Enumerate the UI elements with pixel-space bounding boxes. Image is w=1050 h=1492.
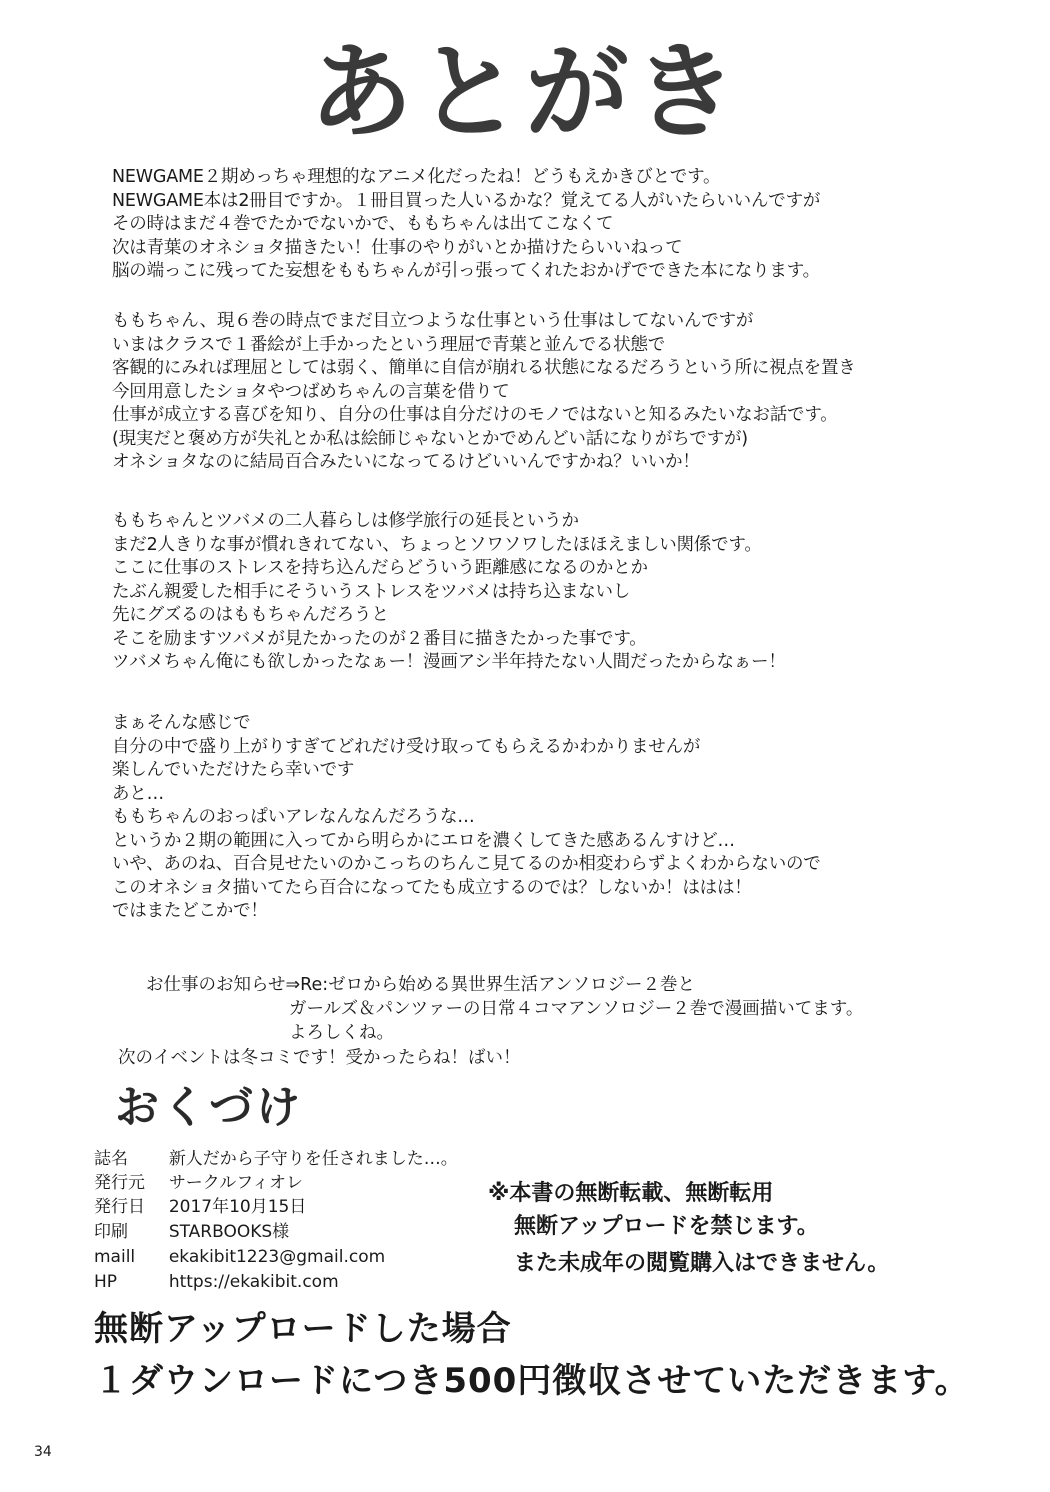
copyright-warning: ※本書の無断転載、無断転用 <box>488 1181 774 1206</box>
text-line: ももちゃんのおっぱいアレなんなんだろうな… <box>112 807 475 827</box>
text-line: ツバメちゃん俺にも欲しかったなぁー！漫画アシ半年持たない人間だったからなぁー！ <box>112 652 786 672</box>
text-line: ここに仕事のストレスを持ち込んだらどういう距離感になるのかとか <box>112 558 648 578</box>
text-line: 今回用意したショタやつばめちゃんの言葉を借りて <box>112 381 510 402</box>
text-line: 楽しんでいただけたら幸いです <box>112 760 355 780</box>
work-notice: お仕事のお知らせ⇒Re:ゼロから始める異世界生活アンソロジー２巻と <box>146 975 695 995</box>
text-line: ももちゃんとツバメの二人暮らしは修学旅行の延長というか <box>112 511 579 531</box>
copyright-warning: 無断アップロードを禁じます。 <box>514 1214 819 1239</box>
text-line: 脳の端っこに残ってた妄想をももちゃんが引っ張ってくれたおかげでできた本になります。 <box>112 261 820 281</box>
event-notice: 次のイベントは冬コミです！受かったらね！ばい！ <box>118 1048 521 1068</box>
text-line: まぁそんな感じで <box>112 713 251 733</box>
text-line: そこを励ますツバメが見たかったのが２番目に描きたかった事です。 <box>112 628 647 649</box>
text-line: ももちゃん、現６巻の時点でまだ目立つような仕事という仕事はしてないんですが <box>112 311 754 331</box>
text-line: 次は青葉のオネショタ描きたい！仕事のやりがいとか描けたらいいねって <box>112 237 683 258</box>
text-line: NEWGAME本は2冊目ですか。１冊目買った人いるかな？覚えてる人がいたらいいんですが <box>112 190 821 211</box>
upload-penalty-notice: 無断アップロードした場合 <box>94 1309 512 1349</box>
colophon-row <box>94 1196 306 1220</box>
colophon-row <box>94 1271 339 1295</box>
text-line: その時はまだ４巻でたかでないかで、ももちゃんは出てこなくて <box>112 214 614 234</box>
colophon-label: HP <box>94 1272 118 1292</box>
upload-penalty-notice: １ダウンロードにつき500円徴収させていただきます。 <box>94 1361 970 1401</box>
colophon-row <box>94 1148 458 1172</box>
text-line: まだ2人きりな事が慣れきれてない、ちょっとソワソワしたほほえましい関係です。 <box>112 534 762 555</box>
work-notice-line: ガールズ＆パンツァーの日常４コマアンソロジー２巻で漫画描いてます。 <box>289 999 864 1019</box>
colophon-row <box>94 1221 289 1245</box>
text-line: 客観的にみれば理屈としては弱く、簡単に自信が崩れる状態になるだろうという所に視点を置き <box>112 358 856 378</box>
colophon-value: サークルフィオレ <box>168 1173 303 1193</box>
work-notice-line: よろしくね。 <box>289 1023 394 1043</box>
text-line: 自分の中で盛り上がりすぎてどれだけ受け取ってもらえるかわかりませんが <box>112 736 701 757</box>
colophon-label: maill <box>94 1247 136 1267</box>
colophon-row <box>94 1246 385 1270</box>
text-line: いまはクラスで１番絵が上手かったという理屈で青葉と並んでる状態で <box>112 334 666 355</box>
text-line: (現実だと褒め方が失礼とか私は絵師じゃないとかでめんどい話になりがちですが) <box>112 428 748 449</box>
colophon-value: 2017年10月15日 <box>168 1197 307 1217</box>
colophon-row <box>94 1172 303 1196</box>
text-line: というか２期の範囲に入ってから明らかにエロを濃くしてきた感あるんすけど… <box>112 830 735 851</box>
colophon-label: 発行元 <box>94 1173 145 1193</box>
colophon-label: 誌名 <box>94 1149 128 1169</box>
page-number: 34 <box>34 1444 52 1460</box>
text-line: いや、あのね、百合見せたいのかこっちのちんこ見てるのか相変わらずよくわからないので <box>112 854 821 874</box>
colophon-value: 新人だから子守りを任されました…。 <box>168 1149 458 1169</box>
text-line: ではまたどこかで！ <box>112 901 268 921</box>
text-line: 先にグズるのはももちゃんだろうと <box>112 605 389 625</box>
text-line: 仕事が成立する喜びを知り、自分の仕事は自分だけのモノではないと知るみたいなお話です。 <box>112 405 838 425</box>
colophon-value: ekakibit1223@gmail.com <box>168 1247 386 1267</box>
page-title: あとがき <box>308 31 741 153</box>
colophon-value: https://ekakibit.com <box>168 1272 339 1292</box>
colophon-label: 発行日 <box>94 1197 145 1217</box>
paragraph-3 <box>112 510 942 675</box>
text-line: たぶん親愛した相手にそういうストレスをツバメは持ち込まないし <box>112 581 631 602</box>
text-line: あと… <box>112 783 164 804</box>
copyright-warning: また未成年の閲覧購入はできません。 <box>514 1251 890 1276</box>
paragraph-1 <box>112 166 942 284</box>
paragraph-2 <box>112 310 942 475</box>
text-line: NEWGAME２期めっちゃ理想的なアニメ化だったね！どうもえかきびとです。 <box>112 167 721 187</box>
paragraph-4 <box>112 712 942 924</box>
text-line: オネショタなのに結局百合みたいになってるけどいいんですかね？いいか！ <box>112 452 700 472</box>
text-line: このオネショタ描いてたら百合になってたも成立するのでは？しないか！ははは！ <box>112 877 752 898</box>
colophon-label: 印刷 <box>94 1222 128 1242</box>
colophon-value: STARBOOKS様 <box>168 1222 290 1242</box>
colophon-title: おくづけ <box>115 1082 303 1133</box>
